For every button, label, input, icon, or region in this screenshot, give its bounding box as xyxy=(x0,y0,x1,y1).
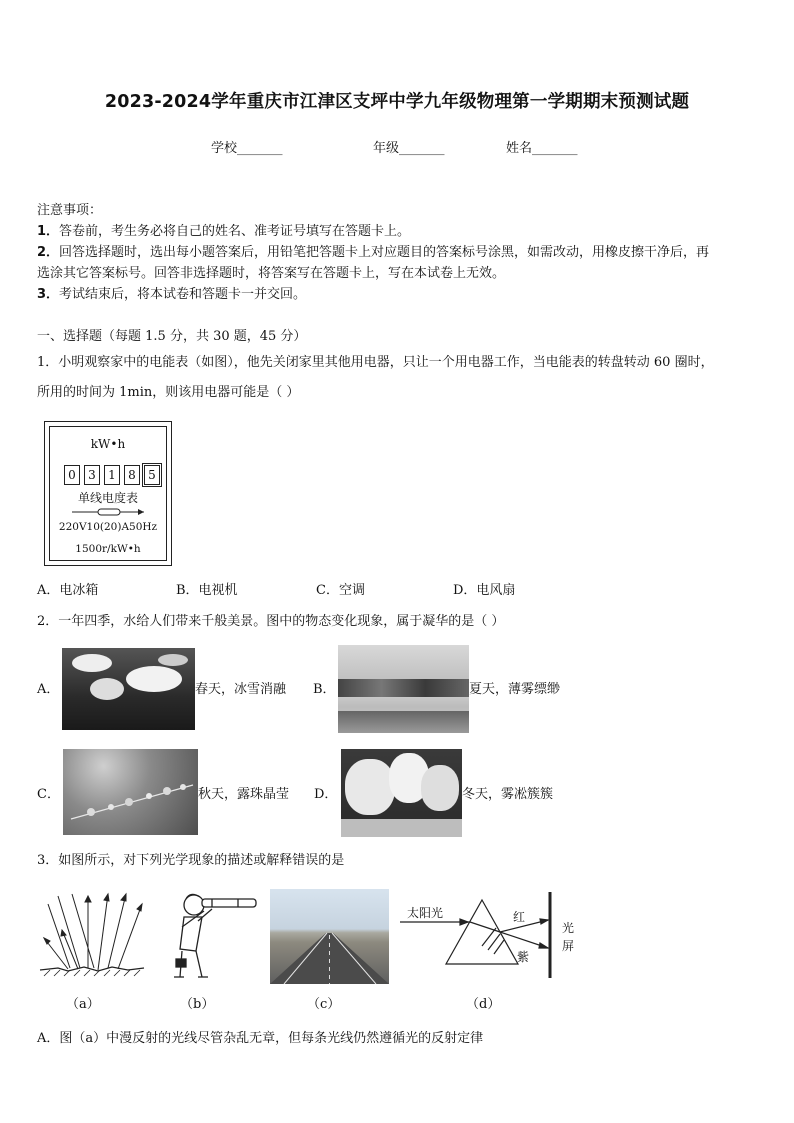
notice-item xyxy=(37,265,505,283)
snow-patch xyxy=(72,654,112,672)
snow-patch xyxy=(158,654,188,666)
q1-option-b: B．电视机 xyxy=(176,583,238,598)
notice-item xyxy=(37,244,709,262)
page-title: 2023-2024学年重庆市江津区支坪中学九年级物理第一学期期末预测试题 xyxy=(104,92,690,112)
frosted-tree xyxy=(421,765,459,811)
q1-option-a: A．电冰箱 xyxy=(37,583,99,598)
meter-digit-decimal: 5 xyxy=(144,465,160,485)
snow-patch xyxy=(90,678,124,700)
road-mirage-photo xyxy=(270,889,389,984)
fog-band xyxy=(338,697,469,711)
notice-text: 答卷前，考生务必将自己的姓名、准考证号填写在答题卡上。 xyxy=(59,224,411,239)
notice-number: 1． xyxy=(37,224,60,239)
notice-text: 回答选择题时，选出每小题答案后，用铅笔把答题卡上对应题目的答案标号涂黑，如需改动，用橡皮擦干净后，再 xyxy=(59,245,710,260)
meter-digit: 1 xyxy=(104,465,120,485)
notice-heading: 注意事项： xyxy=(37,203,103,218)
meter-rate: 1500r/kW•h xyxy=(75,543,141,555)
q2-option-b-letter: B． xyxy=(313,682,336,697)
rime-trees-photo xyxy=(341,749,462,837)
tree-line xyxy=(338,679,469,697)
q3-stem: 3．如图所示，对下列光学现象的描述或解释错误的是 xyxy=(37,853,345,868)
screen-label-1: 光 xyxy=(562,921,575,935)
q1-option-c: C．空调 xyxy=(316,583,365,598)
dewdrops-photo xyxy=(63,749,198,835)
q2-option-d-letter: D． xyxy=(314,787,338,802)
melting-snow-photo xyxy=(62,648,195,730)
notice-item xyxy=(37,223,410,241)
grade-field: 年级_______ xyxy=(373,141,445,156)
q2-option-a-caption: 春天，冰雪消融 xyxy=(195,682,287,697)
q3-option-a: A．图（a）中漫反射的光线尽管杂乱无章，但每条光线仍然遵循光的反射定律 xyxy=(37,1031,484,1046)
meter-digit: 0 xyxy=(64,465,80,485)
meter-unit: kW•h xyxy=(90,437,126,451)
notice-number: 3． xyxy=(37,287,60,302)
q1-stem-line1: 1．小明观察家中的电能表（如图），他先关闭家里其他用电器，只让一个用电器工作，当电能表的转盘转动 60 圈时， xyxy=(37,355,714,370)
prism-violet-label: 紫 xyxy=(517,950,530,964)
meter-frame xyxy=(49,426,167,561)
q2-option-c-caption: 秋天，露珠晶莹 xyxy=(198,787,290,802)
section-heading: 一、选择题（每题 1.5 分，共 30 题，45 分） xyxy=(37,329,307,344)
q2-stem: 2．一年四季，水给人们带来千般美景。图中的物态变化现象，属于凝华的是（ ） xyxy=(37,614,505,629)
telescope-person-figure xyxy=(168,889,262,981)
notice-text: 选涂其它答案标号。回答非选择题时，将答案写在答题卡上，写在本试卷上无效。 xyxy=(37,266,506,281)
notice-item xyxy=(37,286,306,304)
meter-label: 单线电度表 xyxy=(77,491,138,505)
q2-option-a-letter: A． xyxy=(37,682,60,697)
prism-sunlight-label: 太阳光 xyxy=(407,906,444,920)
q2-option-b-caption: 夏天，薄雾缥缈 xyxy=(469,682,561,697)
notice-number: 2． xyxy=(37,245,60,260)
figure-label-c: （c） xyxy=(307,997,341,1012)
q1-stem-line2: 所用的时间为 1min，则该用电器可能是（ ） xyxy=(37,385,300,400)
notice-text: 考试结束后，将本试卷和答题卡一并交回。 xyxy=(59,287,307,302)
meter-digit: 3 xyxy=(84,465,100,485)
q1-option-d: D．电风扇 xyxy=(453,583,516,598)
frosted-tree xyxy=(345,759,395,815)
electric-meter-figure xyxy=(44,421,172,566)
prism-red-label: 红 xyxy=(513,910,526,924)
figure-label-b: （b） xyxy=(180,997,215,1012)
figure-label-a: （a） xyxy=(66,997,100,1012)
meter-disc-icon xyxy=(72,507,144,517)
diffuse-reflection-figure xyxy=(38,890,146,980)
meter-digit: 8 xyxy=(124,465,140,485)
mist-river-photo xyxy=(338,645,469,733)
meter-spec: 220V10(20)A50Hz xyxy=(58,521,158,533)
dew-stem-icon xyxy=(63,749,198,835)
road-icon xyxy=(270,889,389,984)
q2-option-d-caption: 冬天，雾凇簇簇 xyxy=(462,787,554,802)
screen-label-2: 屏 xyxy=(562,939,575,953)
school-field: 学校_______ xyxy=(211,141,283,156)
snow-patch xyxy=(126,666,182,692)
snow-ground xyxy=(341,819,462,837)
figure-label-d: （d） xyxy=(466,997,501,1012)
q2-option-c-letter: C． xyxy=(37,787,60,802)
name-field: 姓名_______ xyxy=(506,141,578,156)
